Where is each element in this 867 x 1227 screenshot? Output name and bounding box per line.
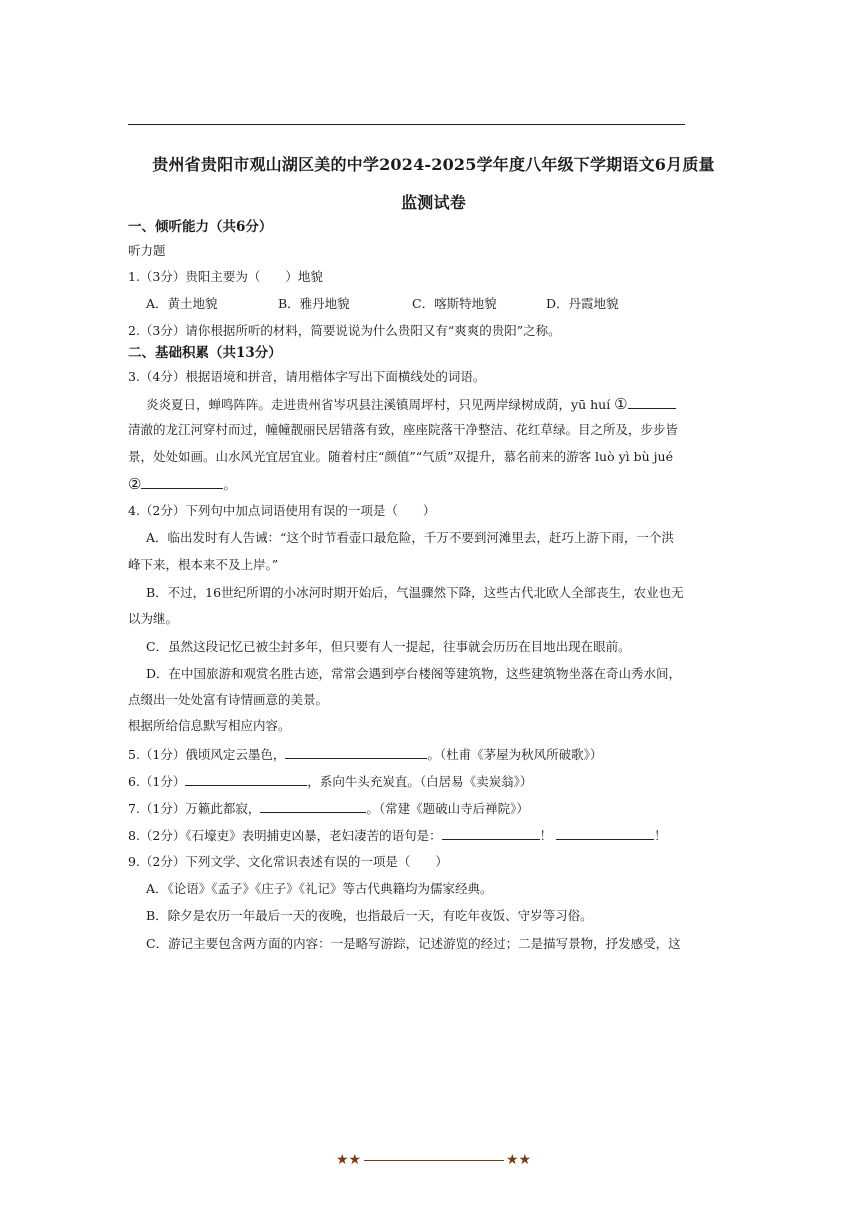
question-9-option-a: A．《论语》《孟子》《庄子》《礼记》等古代典籍均为儒家经典。 (146, 881, 493, 896)
footer-rule (364, 1160, 504, 1161)
question-4-option-d-line1: D．在中国旅游和观赏名胜古迹，常常会遇到亭台楼阁等建筑物，这些建筑物坐落在奇山秀水间， (146, 666, 682, 681)
section1-heading: 一、倾听能力（共6分） (128, 219, 273, 235)
question-7-blank[interactable] (260, 800, 366, 813)
page-footer-ornament (336, 1150, 532, 1170)
option-c: C．喀斯特地貌 (412, 296, 497, 311)
question-4-option-b-line2: 以为继。 (128, 611, 179, 626)
question-8-excl-1: ！ (539, 828, 553, 843)
option-d: D．丹霞地貌 (546, 296, 619, 311)
question-3-passage-line3: 景，处处如画。山水风光宜居宜业。随着村庄“颜值”“气质”双提升，慕名前来的游客 luò yì bù jué (128, 449, 673, 464)
header-rule (128, 124, 685, 125)
question-8-text: 8.（2分）《石壕吏》表明捕吏凶暴，老妇凄苦的语句是： (128, 828, 442, 843)
question-8 (128, 827, 688, 844)
passage-text: 炎炎夏日，蝉鸣阵阵。走进贵州省岑巩县注溪镇周坪村，只见两岸绿树成荫，yū huí (146, 397, 615, 412)
question-5-source: 。（杜甫《茅屋为秋风所破歌》） (427, 747, 603, 762)
question-7 (128, 800, 688, 817)
option-b: B．雅丹地貌 (278, 296, 350, 311)
question-8-excl-2: ！ (654, 828, 667, 843)
question-9-option-c: C．游记主要包含两方面的内容：一是略写游踪，记述游览的经过；二是描写景物，抒发感受，这 (146, 936, 681, 951)
question-3-passage-line4 (128, 476, 688, 493)
option-a: A．黄土地貌 (146, 296, 218, 311)
question-7-text: 7.（1分）万籁此都寂， (128, 801, 261, 816)
question-9-option-b: B．除夕是农历一年最后一天的夜晚，也指最后一天，有吃年夜饭、守岁等习俗。 (146, 908, 593, 923)
exam-title-line2: 监测试卷 (401, 193, 466, 212)
question-4-option-a-line2: 峰下来，根本来不及上岸。” (128, 557, 279, 572)
answer-blank-1[interactable] (628, 396, 676, 409)
question-8-blank-1[interactable] (442, 827, 540, 840)
question-4: 4.（2分）下列句中加点词语使用有误的一项是（ ） (128, 503, 436, 518)
question-4-option-a-line1: A．临出发时有人告诫：“这个时节看壶口最危险，千万不要到河滩里去，赶巧上游下雨，一个洪 (146, 530, 674, 545)
question-8-blank-2[interactable] (556, 827, 654, 840)
question-5-blank[interactable] (285, 746, 427, 759)
section2-heading: 二、基础积累（共13分） (128, 345, 282, 361)
question-3: 3.（4分）根据语境和拼音，请用楷体字写出下面横线处的词语。 (128, 369, 486, 384)
question-3-passage-line1 (146, 396, 686, 413)
question-5-text: 5.（1分）俄顷风定云墨色， (128, 747, 286, 762)
answer-blank-2[interactable] (141, 476, 223, 489)
blank-marker-2: ② (128, 475, 142, 493)
question-6-source: ，系向牛头充炭直。（白居易《卖炭翁》） (307, 774, 533, 789)
question-2: 2.（3分）请你根据所听的材料，简要说说为什么贵阳又有“爽爽的贵阳”之称。 (128, 323, 561, 338)
question-5 (128, 746, 688, 763)
exam-title-line1: 贵州省贵阳市观山湖区美的中学2024-2025学年度八年级下学期语文6月质量 (152, 155, 715, 174)
question-6-blank[interactable] (185, 773, 307, 786)
question-7-source: 。（常建《题破山寺后禅院》） (366, 801, 529, 816)
dictation-instruction: 根据所给信息默写相应内容。 (128, 718, 291, 733)
blank-marker-1: ① (614, 395, 628, 413)
question-6 (128, 773, 688, 790)
question-9: 9.（2分）下列文学、文化常识表述有误的一项是（ ） (128, 854, 448, 869)
question-1: 1.（3分）贵阳主要为（ ）地貌 (128, 269, 323, 284)
section1-sub: 听力题 (128, 243, 166, 258)
passage-end: 。 (223, 477, 236, 492)
star-icon-right: ★★ (506, 1152, 532, 1168)
question-6-text: 6.（1分） (128, 774, 186, 789)
question-3-passage-line2: 清澈的龙江河穿村而过，幢幢靓丽民居错落有致，座座院落干净整洁、花红草绿。目之所及，步步皆 (128, 422, 679, 437)
question-4-option-c: C．虽然这段记忆已被尘封多年，但只要有人一提起，往事就会历历在目地出现在眼前。 (146, 639, 631, 654)
question-4-option-b-line1: B．不过，16世纪所谓的小冰河时期开始后，气温骤然下降，这些古代北欧人全部丧生，农业也无 (146, 585, 684, 600)
question-4-option-d-line2: 点缀出一处处富有诗情画意的美景。 (128, 692, 329, 707)
star-icon-left: ★★ (336, 1152, 362, 1168)
